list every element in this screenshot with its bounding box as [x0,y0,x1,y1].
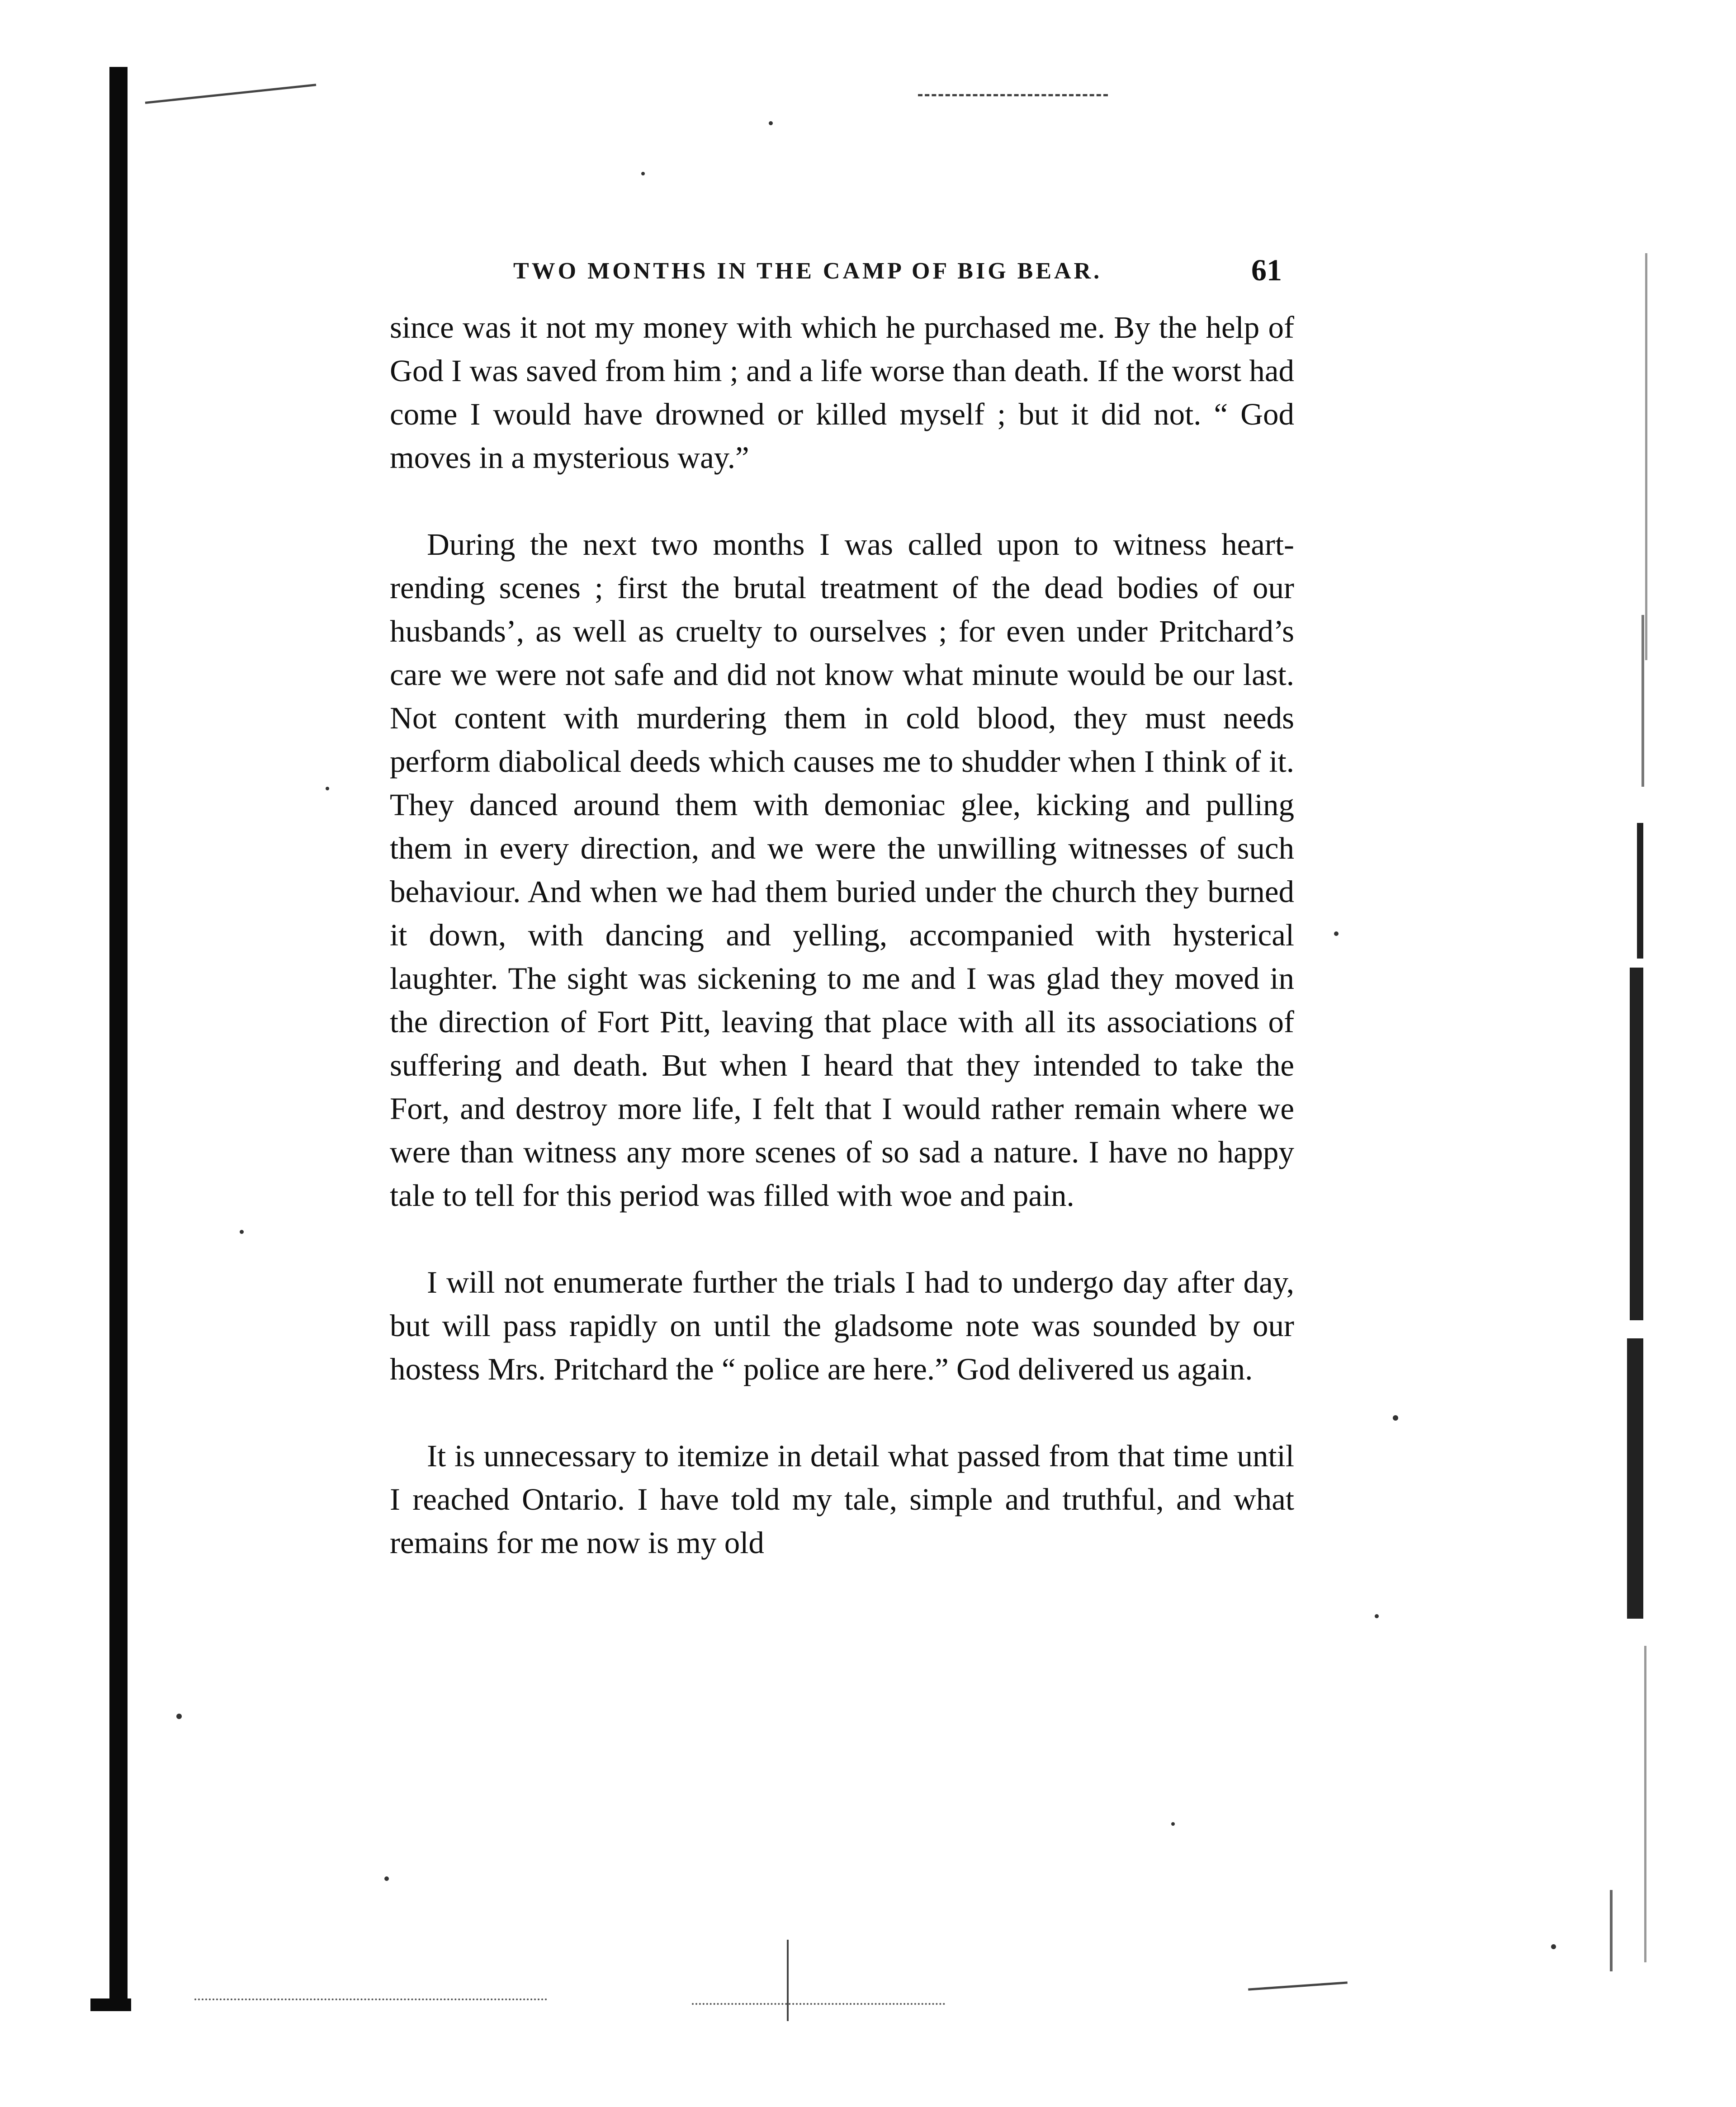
scan-speck [769,121,773,125]
paragraph-3: I will not enumerate further the trials I had to undergo day after day, but will pass rapidly on until the gladsome note was sounded by our hostess Mrs. Pritchard the “ police are here.” God delivered us again. [390,1265,1294,1386]
scan-mark [918,94,1108,96]
page-number: 61 [1251,253,1282,287]
scan-mark [145,84,316,104]
paragraph-1: since was it not my money with which he purchased me. By the help of God I was saved from him ; and a life worse than death. If the worst had come I would have drowned or killed myself ; but it did not. “ God moves in a mysterious way.” [390,310,1294,475]
scan-speck [1551,1944,1556,1949]
scan-speck [641,172,645,175]
running-head: TWO MONTHS IN THE CAMP OF BIG BEAR. [513,258,1102,284]
body-text [390,306,1294,1564]
paragraph-4: It is unnecessary to itemize in detail what passed from that time until I reached Ontario. I have told my tale, simple and truthful, and what remains for me now is my old [390,1439,1294,1560]
scan-edge-noise [1592,118,1664,2008]
scan-speck [326,787,329,790]
scan-speck [1375,1614,1379,1618]
scan-bottom-noise [194,1989,1415,2017]
scan-speck [1393,1415,1398,1421]
scan-speck [384,1876,389,1881]
page-header [513,248,1282,293]
scan-speck [1334,931,1339,936]
scan-speck [1171,1822,1175,1826]
paragraph-2: During the next two months I was called upon to witness heart-rending scenes ; first the brutal treatment of the dead bodies of our husbands’, as well as cruelty to ourselves ; for even under Pritchard’s care we were not safe and did not know what minute would be our last. Not content with murdering them in cold blood, they must needs perform diabolical deeds which causes me to shudder when I think of it. They danced around them with demoniac glee, kicking and pulling them in every direction, and we were the unwilling witnesses of such behaviour. And when we had them buried under the church they burned it down, with dancing and yelling, accompanied with hysterical laughter. The sight was sickening to me and I was glad they moved in the direction of Fort Pitt, leaving that place with all its associations of suffering and death. But when I heard that they intended to take the Fort, and destroy more life, I felt that I would rather remain where we were than witness any more scenes of so sad a nature. I have no happy tale to tell for this period was filled with woe and pain. [390,527,1294,1213]
binding-shadow-foot [90,1998,131,2011]
binding-shadow [109,67,128,2011]
scan-speck [176,1714,182,1719]
scan-speck [240,1230,244,1234]
